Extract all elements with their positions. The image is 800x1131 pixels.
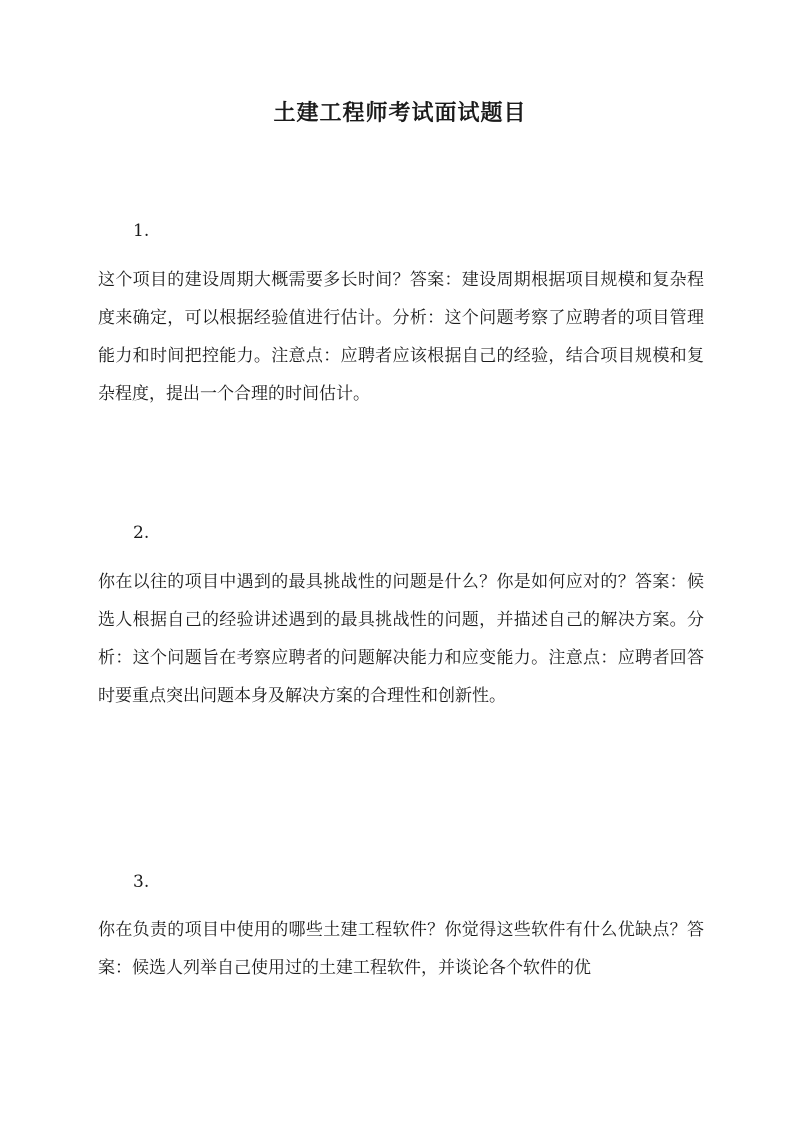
question-number: 3. <box>133 872 150 892</box>
page-title: 土建工程师考试面试题目 <box>273 100 527 126</box>
question-text: 你在负责的项目中使用的哪些土建工程软件？你觉得这些软件有什么优缺点？答案：候选人列举自己使用过的土建工程软件，并谈论各个软件的优 <box>98 920 704 978</box>
question-text: 这个项目的建设周期大概需要多长时间？答案：建设周期根据项目规模和复杂程度来确定，可以根据经验值进行估计。分析：这个问题考察了应聘者的项目管理能力和时间把控能力。注意点：应聘者应该根据自己的经验，结合项目规模和复杂程度，提出一个合理的时间估计。 <box>98 270 704 404</box>
question-text: 你在以往的项目中遇到的最具挑战性的问题是什么？你是如何应对的？答案：候选人根据自己的经验讲述遇到的最具挑战性的问题，并描述自己的解决方案。分析：这个问题旨在考察应聘者的问题解决能力和应变能力。注意点：应聘者回答时要重点突出问题本身及解决方案的合理性和创新性。 <box>98 572 704 706</box>
question-number: 2. <box>133 523 150 543</box>
question-number: 1. <box>133 221 150 241</box>
